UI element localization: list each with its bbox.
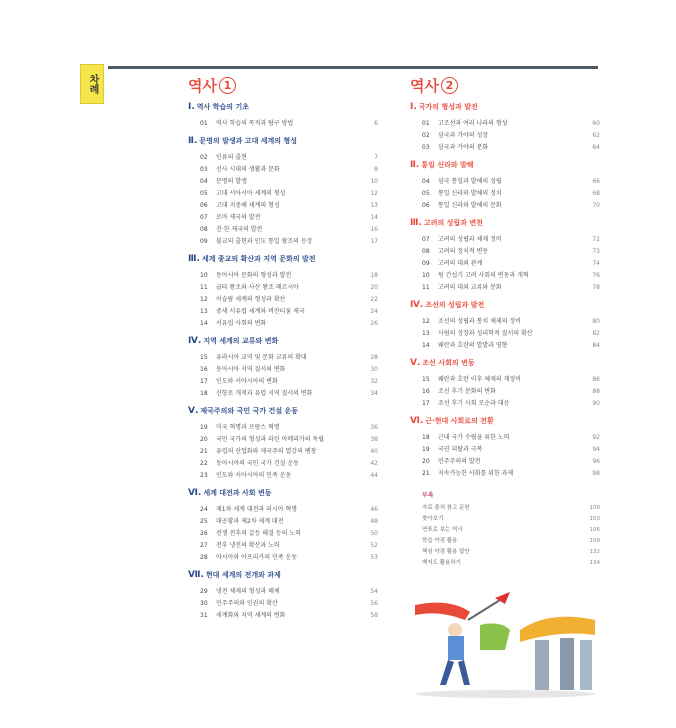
entry-title: 선사 시대의 생활과 문화 (216, 166, 280, 173)
chapter-number: Ⅳ. (188, 336, 202, 346)
chapter-number: Ⅱ. (410, 160, 420, 170)
chapter-number: Ⅳ. (410, 300, 424, 310)
chapter-number: Ⅵ. (188, 488, 202, 498)
entry-page: 40 (370, 448, 378, 455)
chapter-heading (188, 336, 378, 346)
chapter-title: 근·현대 사회로의 전환 (425, 417, 494, 425)
entry-page: 16 (370, 226, 378, 233)
chapter-number: Ⅲ. (410, 218, 422, 228)
entry-number: 12 (200, 296, 208, 303)
entry-number: 13 (422, 330, 430, 337)
entry-page: 24 (370, 308, 378, 315)
entry-title: 고대 서아시아 세계의 형성 (216, 190, 286, 197)
entry-title: 왜란과 호란의 발발과 영향 (438, 342, 508, 349)
entry-number: 14 (200, 320, 208, 327)
entry-page: 73 (592, 248, 600, 255)
appendix-entry[interactable] (422, 547, 600, 558)
chapter-title: 지역 세계의 교류와 변화 (203, 337, 279, 345)
appendix-entry[interactable] (422, 536, 600, 547)
entry-number: 25 (200, 518, 208, 525)
chapter-number: Ⅴ. (410, 358, 421, 368)
entry-number: 01 (200, 120, 208, 127)
entry-page: 42 (370, 460, 378, 467)
appendix-entry[interactable] (422, 525, 600, 536)
entry-title: 조선 후기 문화의 변화 (438, 388, 496, 395)
entry-title: 근대 국가 수립을 위한 노력 (438, 434, 510, 441)
entry-page: 56 (370, 600, 378, 607)
entry-number: 10 (200, 272, 208, 279)
book-title-history-1: 역사 1 (188, 76, 378, 96)
entry-page: 94 (592, 446, 600, 453)
chapter-heading (188, 102, 378, 112)
toc-entry[interactable] (200, 306, 378, 318)
toc-entry[interactable] (200, 388, 378, 400)
toc-entry[interactable] (200, 540, 378, 552)
entry-number: 13 (200, 308, 208, 315)
chapter-title: 세계 종교의 확산과 지역 문화의 발전 (201, 255, 316, 263)
entry-title: 지속가능한 사회를 위한 과제 (438, 470, 514, 477)
entry-title: 미국 혁명과 프랑스 혁명 (216, 424, 280, 431)
chapter-heading (188, 570, 378, 580)
entry-page: 50 (370, 530, 378, 537)
entry-title: 왜란과 호란 이후 체제의 재정비 (438, 376, 521, 383)
chapter-title: 세계 대전과 사회 변동 (203, 489, 272, 497)
volume-number: 1 (219, 77, 236, 94)
entry-title: 인도와 서아시아의 변화 (216, 378, 278, 385)
chapter-title: 역사 학습의 기초 (196, 103, 249, 111)
entry-number: 06 (422, 202, 430, 209)
chapter-number: Ⅴ. (188, 406, 199, 416)
entry-title: 진·한 제국의 발전 (216, 226, 263, 233)
toc-entry[interactable] (200, 470, 378, 482)
entry-page: 82 (592, 330, 600, 337)
toc-entry[interactable] (200, 188, 378, 200)
toc-entry[interactable] (200, 352, 378, 364)
entry-number: 08 (422, 248, 430, 255)
toc-entry[interactable] (200, 446, 378, 458)
chapter-title: 국가의 형성과 발전 (418, 103, 478, 111)
appendix-page: 106 (589, 527, 600, 533)
entry-title: 삼국과 가야의 문화 (438, 144, 489, 151)
chapter-heading (188, 488, 378, 498)
chapter-title: 고려의 성립과 변천 (423, 219, 483, 227)
entry-title: 세계화와 지역 세계의 변화 (216, 612, 286, 619)
entry-title: 유럽의 산업화와 제국주의 열강의 팽창 (216, 448, 317, 455)
entry-page: 78 (592, 284, 600, 291)
toc-entry[interactable] (200, 318, 378, 330)
entry-page: 74 (592, 260, 600, 267)
toc-entry[interactable] (200, 200, 378, 212)
entry-number: 17 (200, 378, 208, 385)
entry-title: 국민 국가의 형성과 라틴 아메리카의 독립 (216, 436, 325, 443)
chapter-number: Ⅵ. (410, 416, 424, 426)
toc-entry[interactable] (200, 294, 378, 306)
entry-title: 삼국과 가야의 성장 (438, 132, 489, 139)
entry-title: 로마 제국의 발전 (216, 214, 261, 221)
toc-entry[interactable] (422, 340, 600, 352)
toc-entry[interactable] (422, 188, 600, 200)
entry-number: 15 (422, 376, 430, 383)
toc-entry[interactable] (422, 398, 600, 410)
entry-number: 12 (422, 318, 430, 325)
toc-entry[interactable] (200, 118, 378, 130)
entry-page: 90 (592, 400, 600, 407)
entry-page: 80 (592, 318, 600, 325)
entry-number: 06 (200, 202, 208, 209)
entry-number: 21 (200, 448, 208, 455)
entry-page: 72 (592, 236, 600, 243)
entry-title: 민주주의의 발전 (438, 458, 481, 465)
appendix-title: 연표로 보는 역사 (422, 527, 463, 533)
appendix-title: 찾아보기 (422, 516, 444, 522)
chapter-heading (188, 406, 378, 416)
toc-entry[interactable] (422, 386, 600, 398)
toc-entry[interactable] (200, 270, 378, 282)
entry-title: 동아시아 지역 질서의 변화 (216, 366, 286, 373)
entry-page: 36 (370, 424, 378, 431)
book-title-history-2: 역사 2 (410, 76, 600, 96)
entry-page: 96 (592, 458, 600, 465)
entry-number: 07 (422, 236, 430, 243)
entry-title: 인류의 출현 (216, 154, 247, 161)
appendix-page: 103 (589, 516, 600, 522)
entry-number: 08 (200, 226, 208, 233)
entry-page: 68 (592, 190, 600, 197)
entry-page: 20 (370, 284, 378, 291)
toc-entry[interactable] (200, 152, 378, 164)
toc-entry[interactable] (422, 374, 600, 386)
entry-number: 16 (422, 388, 430, 395)
entry-page: 48 (370, 518, 378, 525)
entry-title: 굽타 왕조와 사산 왕조 페르시아 (216, 284, 299, 291)
entry-title: 문명의 발생 (216, 178, 247, 185)
entry-title: 불교의 출현과 인도 통일 왕조의 등장 (216, 238, 313, 245)
toc-entry[interactable] (422, 432, 600, 444)
entry-page: 76 (592, 272, 600, 279)
entry-number: 11 (200, 284, 208, 291)
appendix-heading: 부록 (422, 492, 434, 499)
toc-entry[interactable] (200, 586, 378, 598)
toc-entry[interactable] (422, 456, 600, 468)
chapter-number: Ⅱ. (188, 136, 198, 146)
entry-page: 7 (374, 154, 378, 161)
entry-page: 38 (370, 436, 378, 443)
entry-page: 44 (370, 472, 378, 479)
toc-entry[interactable] (200, 364, 378, 376)
chapter-title: 통일 신라와 발해 (421, 161, 474, 169)
toc-entry[interactable] (200, 528, 378, 540)
entry-number: 11 (422, 284, 430, 291)
chapter-heading (410, 416, 600, 426)
appendix-page: 134 (589, 560, 600, 566)
toc-entry[interactable] (200, 236, 378, 248)
entry-title: 조선 후기 사회 모순과 대응 (438, 400, 510, 407)
entry-number: 05 (200, 190, 208, 197)
entry-title: 대공황과 제2차 세계 대전 (216, 518, 284, 525)
chapter-heading (410, 218, 600, 228)
toc-entry[interactable] (422, 234, 600, 246)
toc-entry[interactable] (422, 142, 600, 154)
entry-title: 동아시아 문화의 형성과 발전 (216, 272, 292, 279)
entry-page: 88 (592, 388, 600, 395)
toc-column-history-1 (188, 76, 378, 622)
toc-entry[interactable] (200, 224, 378, 236)
entry-number: 22 (200, 460, 208, 467)
toc-entry[interactable] (422, 258, 600, 270)
entry-title: 아시아와 아프리카의 민족 운동 (216, 554, 298, 561)
chapter-heading (410, 160, 600, 170)
entry-title: 중세 서유럽 세계와 비잔티움 제국 (216, 308, 305, 315)
toc-entry[interactable] (422, 200, 600, 212)
entry-page: 8 (374, 166, 378, 173)
entry-page: 92 (592, 434, 600, 441)
toc-entry[interactable] (200, 610, 378, 622)
entry-page: 86 (592, 376, 600, 383)
entry-number: 03 (200, 166, 208, 173)
entry-number: 30 (200, 600, 208, 607)
entry-title: 통일 신라와 발해의 정치 (438, 190, 502, 197)
appendix-page: 109 (589, 538, 600, 544)
entry-number: 18 (200, 390, 208, 397)
entry-number: 17 (422, 400, 430, 407)
appendix-title: 백지도 활용하기 (422, 560, 461, 566)
toc-tag (80, 64, 104, 104)
entry-page: 17 (370, 238, 378, 245)
appendix-page: 132 (589, 549, 600, 555)
entry-page: 98 (592, 470, 600, 477)
entry-title: 국권 피탈과 극복 (438, 446, 483, 453)
entry-page: 22 (370, 296, 378, 303)
entry-number: 03 (422, 144, 430, 151)
toc-entry[interactable] (422, 270, 600, 282)
toc-entry[interactable] (200, 422, 378, 434)
entry-title: 동아시아의 국민 국가 건설 운동 (216, 460, 299, 467)
appendix-entry[interactable] (422, 558, 600, 569)
toc-entry[interactable] (200, 552, 378, 564)
entry-number: 23 (200, 472, 208, 479)
toc-entry[interactable] (422, 444, 600, 456)
toc-entry[interactable] (422, 130, 600, 142)
toc-entry[interactable] (200, 504, 378, 516)
entry-page: 54 (370, 588, 378, 595)
top-rule (108, 66, 598, 69)
toc-entry[interactable] (200, 376, 378, 388)
toc-entry[interactable] (422, 328, 600, 340)
entry-number: 02 (422, 132, 430, 139)
entry-title: 인도와 서아시아의 민족 운동 (216, 472, 292, 479)
entry-page: 28 (370, 354, 378, 361)
entry-number: 09 (422, 260, 430, 267)
toc-entry[interactable] (200, 212, 378, 224)
toc-entry[interactable] (422, 282, 600, 294)
chapter-title: 조선의 성립과 발전 (425, 301, 485, 309)
entry-page: 26 (370, 320, 378, 327)
entry-number: 24 (200, 506, 208, 513)
toc-entry[interactable] (422, 316, 600, 328)
entry-number: 19 (200, 424, 208, 431)
toc-entry[interactable] (200, 282, 378, 294)
appendix-title: 핵심 약점 활용 답안 (422, 549, 470, 555)
entry-number: 14 (422, 342, 430, 349)
chapter-heading (410, 358, 600, 368)
toc-tag-label: 차례 (87, 74, 98, 94)
entry-number: 20 (422, 458, 430, 465)
entry-title: 고대 지중해 세계의 형성 (216, 202, 280, 209)
entry-title: 통일 신라와 발해의 문화 (438, 202, 502, 209)
chapter-title: 현대 세계의 전개와 과제 (205, 571, 281, 579)
chapter-heading (188, 136, 378, 146)
entry-number: 04 (200, 178, 208, 185)
entry-number: 29 (200, 588, 208, 595)
entry-number: 21 (422, 470, 430, 477)
toc-entry[interactable] (200, 176, 378, 188)
entry-number: 02 (200, 154, 208, 161)
entry-number: 09 (200, 238, 208, 245)
chapter-title: 문명의 발생과 고대 세계의 형성 (199, 137, 298, 145)
entry-number: 18 (422, 434, 430, 441)
entry-title: 신항로 개척과 유럽 지역 질서의 변화 (216, 390, 313, 397)
entry-title: 전쟁 전후의 갈등 해결 등의 노력 (216, 530, 301, 537)
toc-entry[interactable] (200, 458, 378, 470)
entry-page: 70 (592, 202, 600, 209)
entry-page: 64 (592, 144, 600, 151)
entry-page: 6 (374, 120, 378, 127)
appendix-entry[interactable] (422, 514, 600, 525)
entry-title: 제1차 세계 대전과 러시아 혁명 (216, 506, 297, 513)
chapter-heading (410, 102, 600, 112)
entry-number: 05 (422, 190, 430, 197)
entry-number: 01 (422, 120, 430, 127)
toc-entry[interactable] (200, 598, 378, 610)
entry-page: 12 (370, 190, 378, 197)
toc-entry[interactable] (422, 468, 600, 480)
toc-entry[interactable] (422, 246, 600, 258)
volume-number: 2 (441, 77, 458, 94)
entry-title: 고려의 정치적 변동 (438, 248, 489, 255)
chapter-number: Ⅲ. (188, 254, 200, 264)
entry-number: 19 (422, 446, 430, 453)
entry-page: 30 (370, 366, 378, 373)
chapter-title: 제국주의와 국민 국가 건설 운동 (200, 407, 299, 415)
toc-column-history-2 (410, 76, 600, 569)
entry-title: 사림의 성장과 성리학적 질서의 확산 (438, 330, 533, 337)
chapter-heading (410, 300, 600, 310)
entry-page: 46 (370, 506, 378, 513)
entry-title: 원 간섭기 고려 사회의 변동과 개혁 (438, 272, 529, 279)
chapter-number: Ⅶ. (188, 570, 204, 580)
entry-title: 유라시아 교역 및 문화 교류의 확대 (216, 354, 307, 361)
entry-page: 58 (370, 612, 378, 619)
entry-title: 고려의 대외 교류와 문화 (438, 284, 502, 291)
entry-page: 84 (592, 342, 600, 349)
entry-number: 16 (200, 366, 208, 373)
entry-page: 34 (370, 390, 378, 397)
appendix-title: 자료 출처 참고 문헌 (422, 505, 470, 511)
entry-title: 고려의 성립과 체제 정비 (438, 236, 502, 243)
entry-number: 26 (200, 530, 208, 537)
entry-page: 18 (370, 272, 378, 279)
entry-page: 53 (370, 554, 378, 561)
entry-number: 07 (200, 214, 208, 221)
entry-page: 66 (592, 178, 600, 185)
entry-title: 냉전 체제의 형성과 해체 (216, 588, 280, 595)
warrior-dolmen-illustration (410, 590, 600, 700)
entry-page: 62 (592, 132, 600, 139)
toc-entry[interactable] (200, 516, 378, 528)
entry-number: 04 (422, 178, 430, 185)
toc-entry[interactable] (200, 164, 378, 176)
toc-entry[interactable] (422, 176, 600, 188)
entry-page: 14 (370, 214, 378, 221)
entry-number: 15 (200, 354, 208, 361)
entry-number: 28 (200, 554, 208, 561)
chapter-heading (188, 254, 378, 264)
appendix-entry[interactable] (422, 503, 600, 514)
entry-title: 고조선과 여러 나라의 형성 (438, 120, 508, 127)
entry-title: 서유럽 사회의 변화 (216, 320, 267, 327)
entry-title: 고려의 대외 관계 (438, 260, 483, 267)
toc-entry[interactable] (422, 118, 600, 130)
entry-title: 삼국 통일과 발해의 성립 (438, 178, 502, 185)
chapter-title: 조선 사회의 변동 (422, 359, 475, 367)
chapter-number: Ⅰ. (410, 102, 417, 112)
entry-title: 이슬람 세계의 형성과 확산 (216, 296, 286, 303)
entry-number: 27 (200, 542, 208, 549)
entry-page: 52 (370, 542, 378, 549)
appendix-page: 100 (589, 505, 600, 511)
toc-entry[interactable] (200, 434, 378, 446)
entry-page: 32 (370, 378, 378, 385)
entry-number: 31 (200, 612, 208, 619)
chapter-number: Ⅰ. (188, 102, 195, 112)
entry-number: 10 (422, 272, 430, 279)
entry-page: 13 (370, 202, 378, 209)
entry-number: 20 (200, 436, 208, 443)
entry-page: 60 (592, 120, 600, 127)
entry-title: 조선의 성립과 통치 체제의 정비 (438, 318, 521, 325)
appendix-title: 학습 약점 활용 (422, 538, 458, 544)
entry-title: 전후 냉전의 확산과 노력 (216, 542, 280, 549)
entry-title: 민주주의와 인권의 확산 (216, 600, 278, 607)
entry-title: 역사 학습의 목적과 탐구 방법 (216, 120, 294, 127)
entry-page: 10 (370, 178, 378, 185)
